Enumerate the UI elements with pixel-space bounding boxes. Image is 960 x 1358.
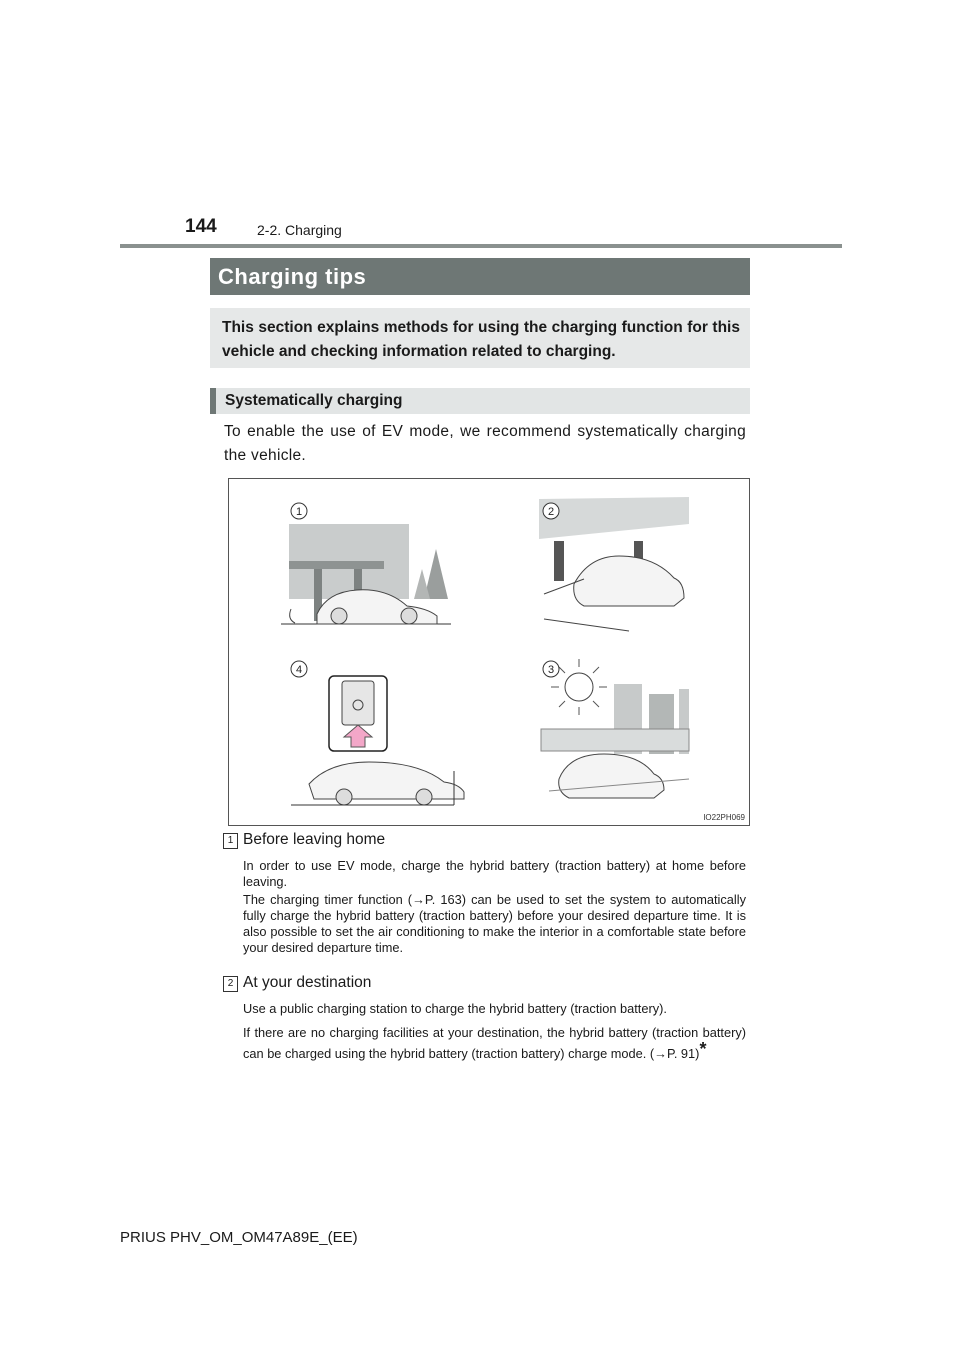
footnote-mark: *: [699, 1039, 707, 1059]
subsection-heading: Systematically charging: [210, 388, 750, 414]
note-body: If there are no charging facilities at your destination, the hybrid battery (traction battery) can be charged using the hybrid battery (traction battery) charge mode. (→P. 91): [243, 1025, 746, 1061]
svg-text:3: 3: [547, 664, 555, 676]
header-divider: [120, 244, 842, 248]
page-number: 144: [185, 216, 217, 237]
callout-2: [543, 503, 559, 519]
callout-1: [291, 503, 307, 519]
garage-scene: [539, 497, 689, 631]
body-paragraph: To enable the use of EV mode, we recommend systematically charging the vehicle.: [224, 423, 746, 464]
item-number-1: 1: [223, 833, 238, 849]
document-footer: PRIUS PHV_OM_OM47A89E_(EE): [120, 1229, 358, 1246]
note-text: Use a public charging station to charge the hybrid battery (traction battery).: [243, 1001, 667, 1016]
breadcrumb: 2-2. Charging: [257, 222, 342, 238]
outdoor-scene: [541, 659, 689, 798]
illustration-drawing: [229, 479, 751, 827]
home-scene: [281, 524, 451, 624]
timer-scene: [291, 676, 464, 805]
figure-code: IO22PH069: [703, 813, 745, 822]
note-text: [243, 1025, 746, 1062]
callout-4: [291, 661, 307, 677]
charging-illustration: [228, 478, 750, 826]
item-number-2: 2: [223, 976, 238, 992]
svg-text:2: 2: [547, 506, 555, 518]
item-label-at-destination: At your destination: [243, 974, 372, 991]
note-text: The charging timer function (→P. 163) can be used to set the system to automatically fully charge the hybrid battery (traction battery) before your desired departure time. It is also possible to set the air conditioning to make the interior in a comfortable state before your desired departure time.: [243, 892, 746, 955]
svg-text:4: 4: [295, 664, 303, 676]
note-text: In order to use EV mode, charge the hybrid battery (traction battery) at home before leaving.: [243, 858, 746, 889]
callout-3: [543, 661, 559, 677]
page-title: Charging tips: [210, 258, 750, 295]
svg-text:1: 1: [295, 506, 303, 518]
intro-summary: This section explains methods for using the charging function for this vehicle and checking information related to charging.: [210, 308, 750, 368]
item-label-before-leaving: Before leaving home: [243, 831, 386, 848]
